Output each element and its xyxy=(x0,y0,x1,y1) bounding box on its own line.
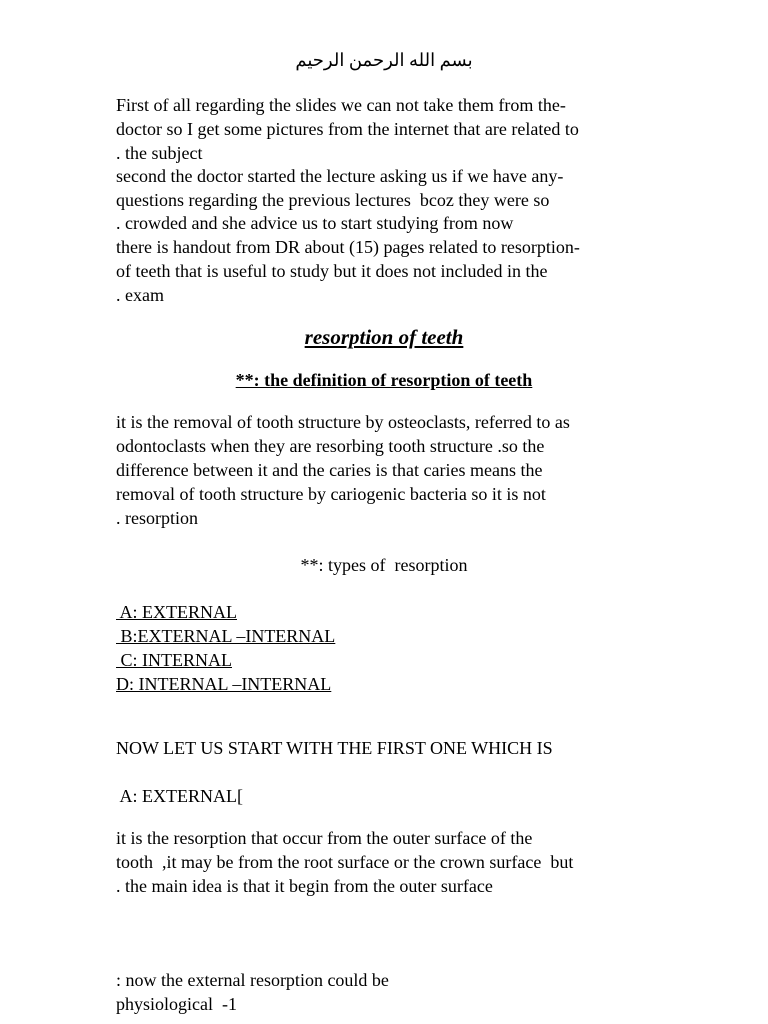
definition-line-1: it is the removal of tooth structure by osteoclasts, referred to as xyxy=(116,412,570,432)
types-heading: **: types of resorption xyxy=(300,555,468,575)
external-could-be: : now the external resorption could be xyxy=(116,970,389,990)
intro-line-8: of teeth that is useful to study but it does not included in the xyxy=(116,261,548,281)
intro-line-3: . the subject xyxy=(116,143,203,163)
definition-line-5: . resorption xyxy=(116,508,198,528)
external-heading: A: EXTERNAL[ xyxy=(116,786,243,806)
external-desc-line-2: tooth ,it may be from the root surface or the crown surface but xyxy=(116,852,574,872)
intro-line-7: there is handout from DR about (15) pages related to resorption- xyxy=(116,237,580,257)
definition-line-3: difference between it and the caries is that caries means the xyxy=(116,460,543,480)
definition-heading: **: the definition of resorption of teeth xyxy=(235,370,533,390)
external-desc-line-3: . the main idea is that it begin from the outer surface xyxy=(116,876,493,896)
intro-line-1: First of all regarding the slides we can not take them from the- xyxy=(116,95,566,115)
physiological-item: physiological -1 xyxy=(116,994,237,1014)
type-item-c: C: INTERNAL xyxy=(116,650,232,670)
section-title: resorption of teeth xyxy=(304,325,464,349)
intro-line-9: . exam xyxy=(116,285,164,305)
intro-line-5: questions regarding the previous lectures bcoz they were so xyxy=(116,190,550,210)
type-item-b: B:EXTERNAL –INTERNAL xyxy=(116,626,336,646)
intro-line-6: . crowded and she advice us to start studying from now xyxy=(116,213,514,233)
intro-line-2: doctor so I get some pictures from the internet that are related to xyxy=(116,119,579,139)
definition-line-2: odontoclasts when they are resorbing tooth structure .so the xyxy=(116,436,545,456)
basmala: بسم الله الرحمن الرحيم xyxy=(295,50,473,70)
intro-line-4: second the doctor started the lecture asking us if we have any- xyxy=(116,166,564,186)
type-item-d: D: INTERNAL –INTERNAL xyxy=(116,674,332,694)
start-line: NOW LET US START WITH THE FIRST ONE WHICH IS xyxy=(116,738,553,758)
external-desc-line-1: it is the resorption that occur from the outer surface of the xyxy=(116,828,533,848)
definition-line-4: removal of tooth structure by cariogenic bacteria so it is not xyxy=(116,484,546,504)
type-item-a: A: EXTERNAL xyxy=(116,602,237,622)
